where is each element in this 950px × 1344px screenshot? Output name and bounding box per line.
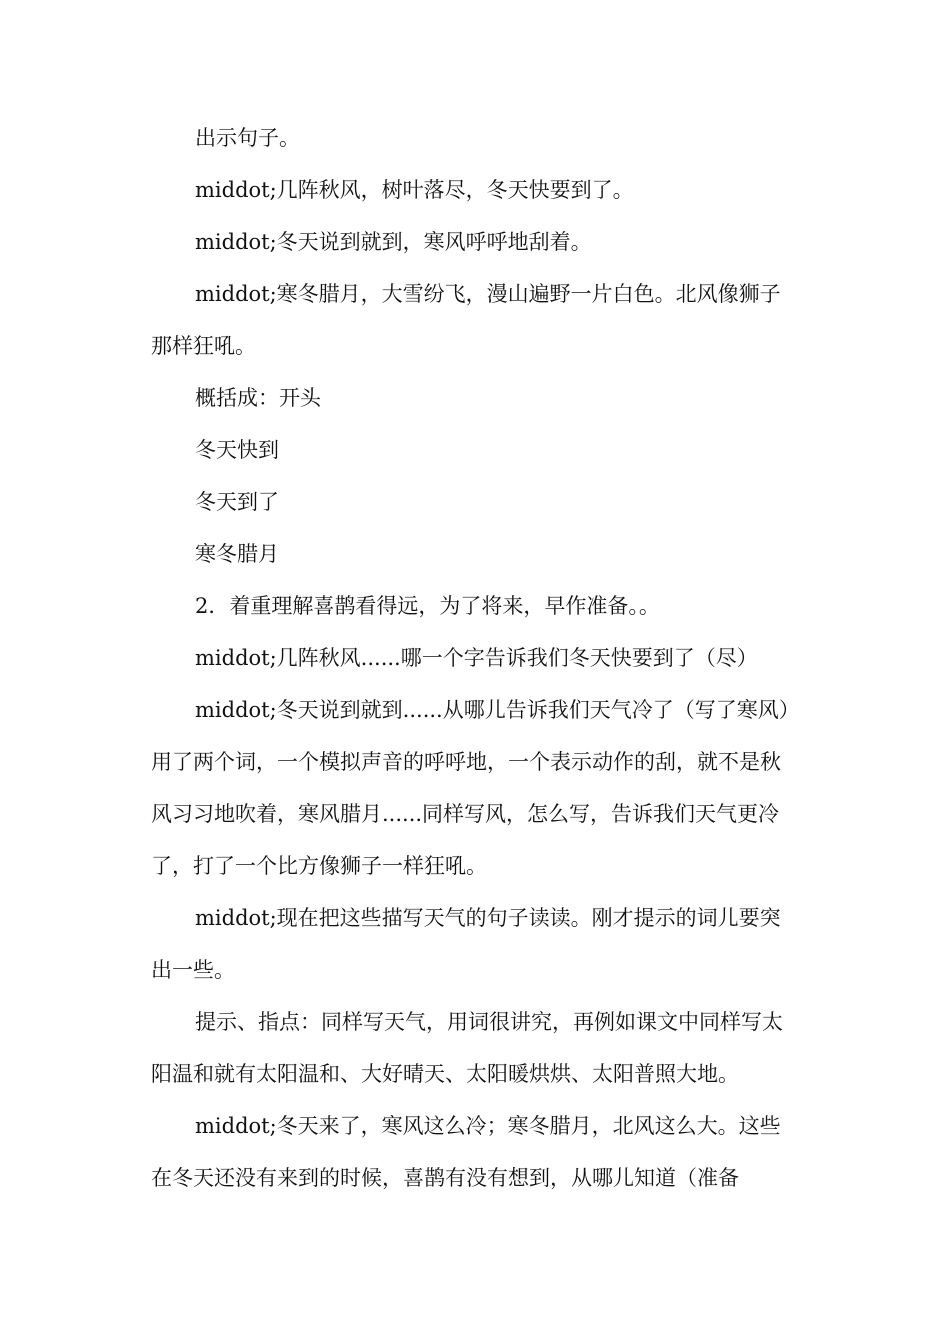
- paragraph-question-cold: middot;冬天说到就到......从哪儿告诉我们天气冷了（写了寒风）用了两个词，一个模拟声音的呼呼地，一个表示动作的刮，就不是秋风习习地吹着，寒风腊月......同样写风，怎么写，告诉我们天气更冷了，打了一个比方像狮子一样狂吼。: [151, 698, 800, 878]
- paragraph-magpie-question: middot;冬天来了，寒风这么冷；寒冬腊月，北风这么大。这些在冬天还没有来到的时候，喜鹊有没有想到，从哪儿知道（准备: [151, 1114, 781, 1190]
- paragraph-question-autumn: middot;几阵秋风......哪一个字告诉我们冬天快要到了（尽）: [195, 646, 758, 670]
- paragraph-read-aloud: middot;现在把这些描写天气的句子读读。刚才提示的词儿要突出一些。: [151, 906, 781, 982]
- paragraph-deep-winter: middot;寒冬腊月，大雪纷飞，漫山遍野一片白色。北风像狮子那样狂吼。: [151, 282, 781, 358]
- paragraph-hints: 提示、指点：同样写天气，用词很讲究，再例如课文中同样写太阳温和就有太阳温和、大好晴天、太阳暖烘烘、太阳普照大地。: [151, 1010, 783, 1086]
- paragraph-autumn-wind: middot;几阵秋风，树叶落尽，冬天快要到了。: [195, 178, 634, 202]
- paragraph-winter-arrives: middot;冬天说到就到，寒风呼呼地刮着。: [195, 230, 592, 254]
- paragraph-summary-item-1: 冬天快到: [195, 438, 279, 462]
- paragraph-section-2-heading: 2．着重理解喜鹊看得远，为了将来，早作准备。。: [195, 594, 660, 618]
- paragraph-summary-heading: 概括成：开头: [195, 386, 321, 410]
- paragraph-summary-item-2: 冬天到了: [195, 490, 279, 514]
- document-body: [151, 112, 801, 1204]
- paragraph-show-sentences: 出示句子。: [195, 126, 300, 150]
- paragraph-summary-item-3: 寒冬腊月: [195, 542, 279, 566]
